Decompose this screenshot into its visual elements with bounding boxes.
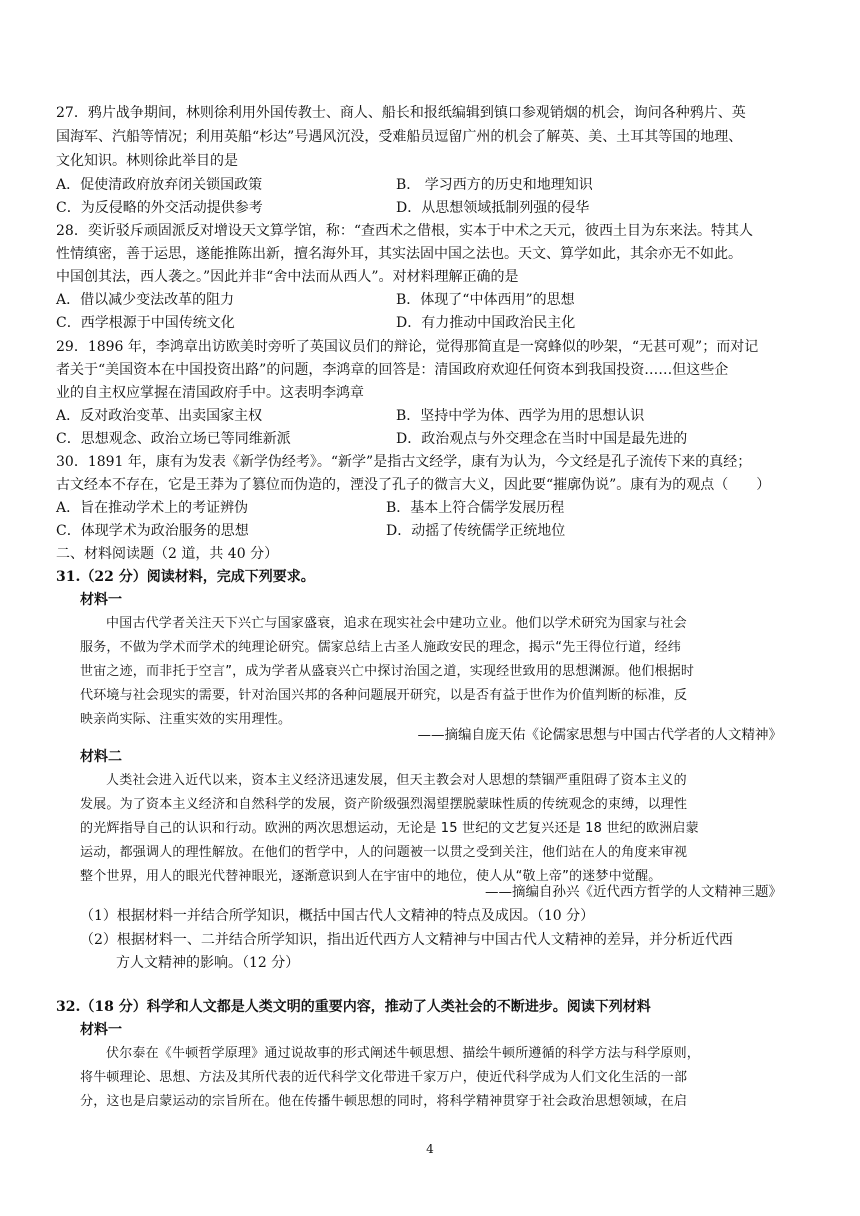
q31-material-2-source: ——摘编自孙兴《近代西方哲学的人文精神三题》 — [485, 884, 782, 900]
q28-stem-line-2: 性情缜密，善于运思，遂能推陈出新，擅名海外耳，其实法固中国之法也。天文、算学如此，其余亦无不如此。 — [56, 246, 742, 262]
q31-material-2-label: 材料二 — [80, 749, 122, 765]
q32-material-1-line-2: 将牛顿理论、思想、方法及其所代表的近代科学文化带进千家万户，使近代科学成为人们文化生活的一部 — [80, 1070, 688, 1085]
q28-option-d[interactable]: D．有力推动中国政治民主化 — [396, 315, 576, 331]
section-heading: 二、材料阅读题（2 道，共 40 分） — [56, 546, 279, 562]
q31-material-1-line-5: 映亲尚实际、注重实效的实用理性。 — [80, 712, 292, 727]
q29-option-c[interactable]: C．思想观念、政治立场已等同维新派 — [56, 431, 291, 447]
q32-material-1-line-3: 分，这也是启蒙运动的宗旨所在。他在传播牛顿思想的同时，将科学精神贯穿于社会政治思想领域，在启 — [80, 1094, 688, 1109]
q31-material-1-line-4: 代环境与社会现实的需要，针对治国兴邦的各种问题展开研究，以是否有益于世作为价值判断的标准，反 — [80, 688, 688, 703]
q30-option-d[interactable]: D．动摇了传统儒学正统地位 — [386, 523, 566, 539]
page-number: 4 — [426, 1142, 434, 1156]
q31-subquestion-2-line-1: （2）根据材料一、二并结合所学知识，指出近代西方人文精神与中国古代人文精神的差异，并分析近代西 — [80, 932, 733, 948]
q29-stem-line-3: 业的自主权应掌握在清国政府手中。这表明李鸿章 — [56, 385, 364, 401]
q27-option-d[interactable]: D．从思想领域抵制列强的侵华 — [396, 200, 590, 216]
q28-stem-line-3: 中国创其法，西人袭之。”因此并非“舍中法而从西人”。对材料理解正确的是 — [56, 269, 519, 285]
q32-material-1-label: 材料一 — [80, 1022, 122, 1038]
q30-option-c[interactable]: C．体现学术为政治服务的思想 — [56, 523, 249, 539]
q27-stem-line-3: 文化知识。林则徐此举目的是 — [56, 153, 238, 169]
q31-material-1-line-2: 服务，不做为学术而学术的纯理论研究。儒家总结上古圣人施政安民的理念，揭示“先王得位行道，经纬 — [80, 640, 681, 655]
q29-option-b[interactable]: B．坚持中学为体、西学为用的思想认识 — [396, 408, 645, 424]
q27-option-b[interactable]: B． 学习西方的历史和地理知识 — [396, 177, 593, 193]
q27-stem-line-1: 27．鸦片战争期间，林则徐利用外国传教士、商人、船长和报纸编辑到镇口参观销烟的机会，询问各种鸦片、英 — [56, 105, 746, 121]
q32-material-1-line-1: 伏尔泰在《牛顿哲学原理》通过说故事的形式阐述牛顿思想、描绘牛顿所遵循的科学方法与科学原则， — [106, 1046, 701, 1061]
q31-material-2-line-3: 的光辉指导自己的认识和行动。欧洲的两次思想运动，无论是 15 世纪的文艺复兴还是 18 世纪的欧洲启蒙 — [80, 821, 699, 836]
q30-stem-line-2: 古文经本不存在，它是王莽为了篡位而伪造的，湮没了孔子的微言大义，因此要“摧廓伪说”。康有为的观点（ ） — [56, 477, 771, 493]
q31-subquestion-1: （1）根据材料一并结合所学知识，概括中国古代人文精神的特点及成因。（10 分） — [80, 908, 595, 924]
q31-subquestion-2-line-2: 方人文精神的影响。（12 分） — [116, 955, 300, 971]
q31-material-1-line-3: 世宙之迹，而非托于空言”，成为学者从盛衰兴亡中探讨治国之道，实现经世致用的思想渊源。他们根据时 — [80, 664, 695, 679]
q31-material-2-line-1: 人类社会进入近代以来，资本主义经济迅速发展，但天主教会对人思想的禁锢严重阻碍了资本主义的 — [106, 773, 687, 788]
q29-option-d[interactable]: D．政治观点与外交理念在当时中国是最先进的 — [396, 431, 688, 447]
q28-stem-line-1: 28．奕䜣驳斥顽固派反对增设天文算学馆，称：“查西术之借根，实本于中术之天元，彼西土目为东来法。特其人 — [56, 223, 753, 239]
q27-option-c[interactable]: C．为反侵略的外交活动提供参考 — [56, 200, 263, 216]
q28-option-c[interactable]: C．西学根源于中国传统文化 — [56, 315, 235, 331]
q30-stem-line-1: 30．1891 年，康有为发表《新学伪经考》。“新学”是指古文经学，康有为认为，今文经是孔子流传下来的真经； — [56, 454, 752, 470]
q31-material-1-source: ——摘编自庞天佑《论儒家思想与中国古代学者的人文精神》 — [417, 727, 782, 743]
q27-option-a[interactable]: A．促使清政府放弃闭关锁国政策 — [56, 177, 263, 193]
q31-material-2-line-2: 发展。为了资本主义经济和自然科学的发展，资产阶级强烈渴望摆脱蒙昧性质的传统观念的束缚，以理性 — [80, 797, 688, 812]
q32-heading: 32.（18 分）科学和人文都是人类文明的重要内容，推动了人类社会的不断进步。阅读下列材料 — [56, 999, 651, 1015]
q29-option-a[interactable]: A．反对政治变革、出卖国家主权 — [56, 408, 263, 424]
q28-option-a[interactable]: A．借以减少变法改革的阻力 — [56, 292, 235, 308]
q30-option-a[interactable]: A．旨在推动学术上的考证辨伪 — [56, 500, 249, 516]
q31-material-1-line-1: 中国古代学者关注天下兴亡与国家盛衰，追求在现实社会中建功立业。他们以学术研究为国家与社会 — [106, 616, 687, 631]
q31-material-2-line-4: 运动，都强调人的理性解放。在他们的哲学中，人的问题被一以贯之受到关注，他们站在人的角度来审视 — [80, 845, 688, 860]
q28-option-b[interactable]: B．体现了“中体西用”的思想 — [396, 292, 575, 308]
q29-stem-line-2: 者关于“美国资本在中国投资出路”的问题，李鸿章的回答是：清国政府欢迎任何资本到我国投资……但这些企 — [56, 362, 729, 378]
q31-heading: 31.（22 分）阅读材料，完成下列要求。 — [56, 569, 315, 585]
q29-stem-line-1: 29．1896 年，李鸿章出访欧美时旁听了英国议员们的辩论，觉得那简直是一窝蜂似的吵架，“无甚可观”；而对记 — [56, 339, 759, 355]
q27-stem-line-2: 国海军、汽船等情况；利用英船“杉达”号遇风沉没，受难船员逗留广州的机会了解英、美、土耳其等国的地理、 — [56, 129, 743, 145]
q31-material-1-label: 材料一 — [80, 592, 122, 608]
q30-option-b[interactable]: B．基本上符合儒学发展历程 — [386, 500, 565, 516]
q31-material-2-line-5: 整个世界，用人的眼光代替神眼光，逐渐意识到人在宇宙中的地位，使人从“敬上帝”的迷梦中觉醒。 — [80, 869, 662, 884]
